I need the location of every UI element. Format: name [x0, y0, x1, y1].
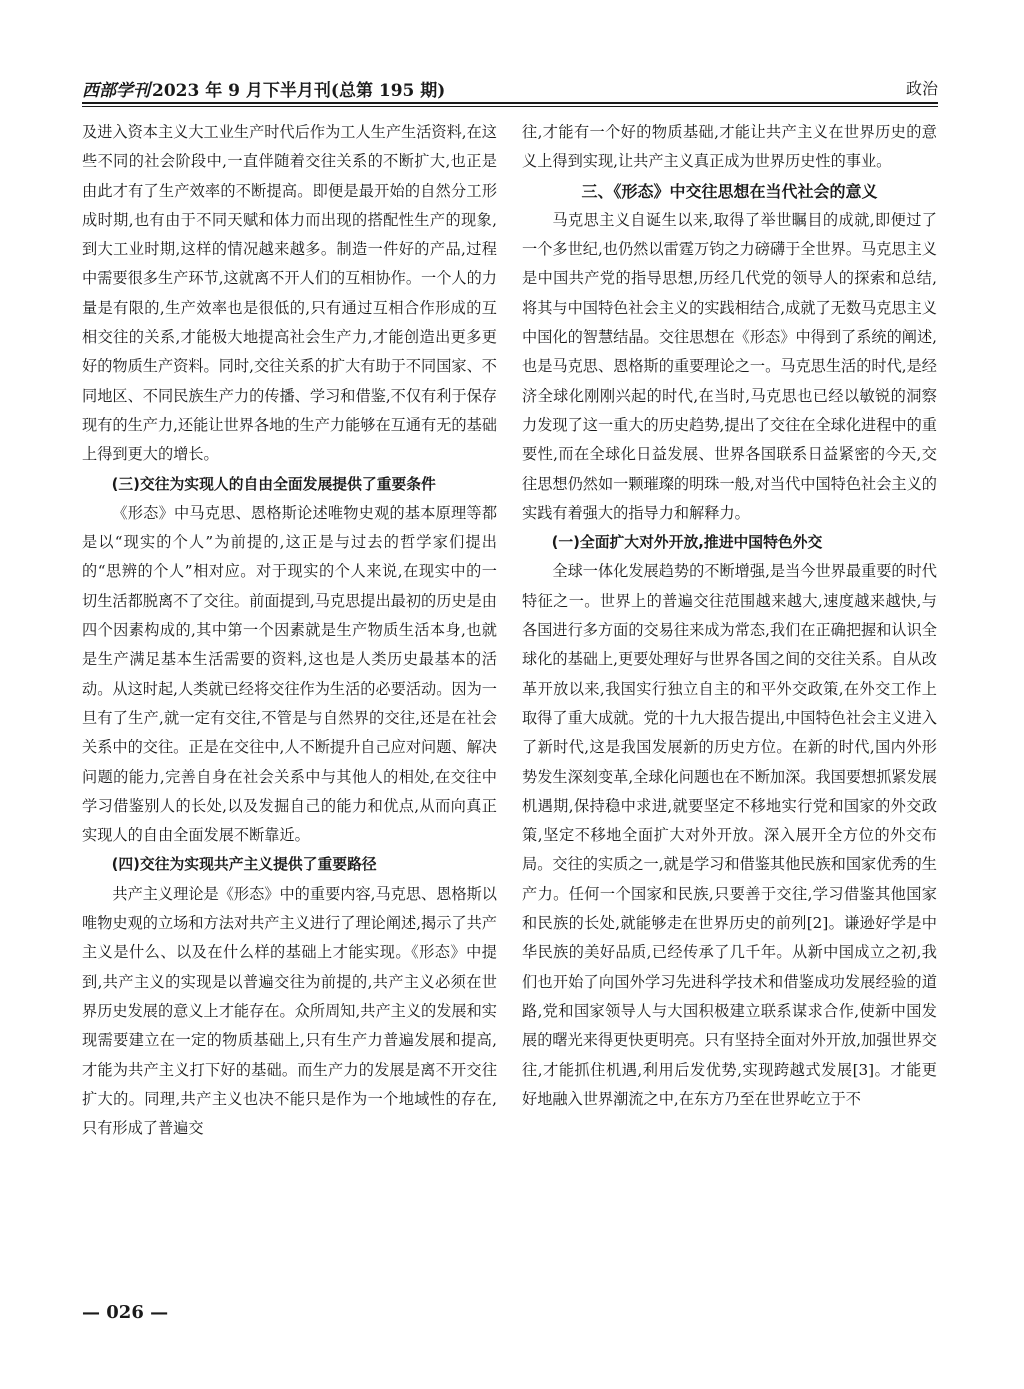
journal-header: [82, 76, 445, 101]
header-rule: [82, 102, 938, 104]
paragraph: 及进入资本主义大工业生产时代后作为工人生产生活资料,在这些不同的社会阶段中,一直伴随着交往关系的不断扩大,也正是由此才有了生产效率的不断提高。即便是最开始的自然分工形成时期,也有由于不同天赋和体力而出现的搭配性生产的现象,到大工业时期,这样的情况越来越多。制造一件好的产品,过程中需要很多生产环节,这就离不开人们的互相协作。一个人的力量是有限的,生产效率也是很低的,只有通过互相合作形成的互相交往的关系,才能极大地提高社会生产力,才能创造出更多更好的物质生产资料。同时,交往关系的扩大有助于不同国家、不同地区、不同民族生产力的传播、学习和借鉴,不仅有利于保存现有的生产力,还能让世界各地的生产力能够在互通有无的基础上得到更大的增长。: [82, 123, 497, 464]
page-number: — 026 —: [82, 1302, 169, 1323]
section-label: 政治: [905, 79, 938, 98]
left-column: [82, 118, 497, 1298]
paragraph: 马克思主义自诞生以来,取得了举世瞩目的成就,即便过了一个多世纪,也仍然以雷霆万钧之力磅礴于全世界。马克思主义是中国共产党的指导思想,历经几代党的领导人的探索和总结,将其与中国特色社会主义的实践相结合,成就了无数马克思主义中国化的智慧结晶。交往思想在《形态》中得到了系统的阐述,也是马克思、恩格斯的重要理论之一。马克思生活的时代,是经济全球化刚刚兴起的时代,在当时,马克思也已经以敏锐的洞察力发现了这一重大的历史趋势,提出了交往在全球化进程中的重要性,而在全球化日益发展、世界各国联系日益紧密的今天,交往思想仍然如一颗璀璨的明珠一般,对当代中国特色社会主义的实践有着强大的指导力和解释力。: [522, 210, 937, 522]
paragraph: 共产主义理论是《形态》中的重要内容,马克思、恩格斯以唯物史观的立场和方法对共产主义进行了理论阐述,揭示了共产主义是什么、以及在什么样的基础上才能实现。《形态》中提到,共产主义的实现是以普遍交往为前提的,共产主义必须在世界历史发展的意义上才能存在。众所周知,共产主义的发展和实现需要建立在一定的物质基础上,只有生产力普遍发展和提高,才能为共产主义打下好的基础。而生产力的发展是离不开交往扩大的。同理,共产主义也决不能只是作为一个地域性的存在,只有形成了普遍交: [82, 884, 497, 1138]
journal-logo: 西部学刊: [82, 81, 150, 101]
paragraph: 《形态》中马克思、恩格斯论述唯物史观的基本原理等都是以“现实的个人”为前提的,这正是与过去的哲学家们提出的“思辨的个人”相对应。对于现实的个人来说,在现实中的一切生活都脱离不了交往。前面提到,马克思提出最初的历史是由四个因素构成的,其中第一个因素就是生产物质生活本身,也就是生产满足基本生活需要的资料,这也是人类历史最基本的活动。从这时起,人类就已经将交往作为生活的必要活动。因为一旦有了生产,就一定有交往,不管是与自然界的交往,还是在社会关系中的交往。正是在交往中,人不断提升自己应对问题、解决问题的能力,完善自身在社会关系中与其他人的相处,在交往中学习借鉴别人的长处,以及发掘自己的能力和优点,从而向真正实现人的自由全面发展不断靠近。: [82, 503, 497, 845]
paragraph: 全球一体化发展趋势的不断增强,是当今世界最重要的时代特征之一。世界上的普遍交往范围越来越大,速度越来越快,与各国进行多方面的交易往来成为常态,我们在正确把握和认识全球化的基础上,更要处理好与世界各国之间的交往关系。自从改革开放以来,我国实行独立自主的和平外交政策,在外交工作上取得了重大成就。党的十九大报告提出,中国特色社会主义进入了新时代,这是我国发展新的历史方位。在新的时代,国内外形势发生深刻变革,全球化问题也在不断加深。我国要想抓紧发展机遇期,保持稳中求进,就要坚定不移地实行党和国家的外交政策,坚定不移地全面扩大对外开放。深入展开全方位的外交布局。交往的实质之一,就是学习和借鉴其他民族和国家优秀的生产力。任何一个国家和民族,只要善于交往,学习借鉴其他国家和民族的长处,就能够走在世界历史的前列[2]。谦逊好学是中华民族的美好品质,已经传承了几千年。从新中国成立之初,我们也开始了向国外学习先进科学技术和借鉴成功发展经验的道路,党和国家领导人与大国积极建立联系谋求合作,使新中国发展的曙光来得更快更明亮。只有坚持全面对外开放,加强世界交往,才能抓住机遇,利用后发优势,实现跨越式发展[3]。才能更好地融入世界潮流之中,在东方乃至在世界屹立于不: [522, 562, 937, 1108]
subsection-heading: (四)交往为实现共产主义提供了重要路径: [111, 856, 377, 874]
right-column: [522, 118, 937, 1298]
running-header: [82, 72, 938, 106]
section-heading: 三、《形态》中交往思想在当代社会的意义: [581, 181, 878, 201]
header-rule-thin: [82, 106, 938, 107]
subsection-heading: (三)交往为实现人的自由全面发展提供了重要条件: [111, 475, 436, 493]
subsection-heading: (一)全面扩大对外开放,推进中国特色外交: [551, 534, 823, 552]
issue-info: 2023 年 9 月下半月刊(总第 195 期): [152, 81, 446, 101]
paragraph: 往,才能有一个好的物质基础,才能让共产主义在世界历史的意义上得到实现,让共产主义真正成为世界历史性的事业。: [522, 123, 937, 171]
